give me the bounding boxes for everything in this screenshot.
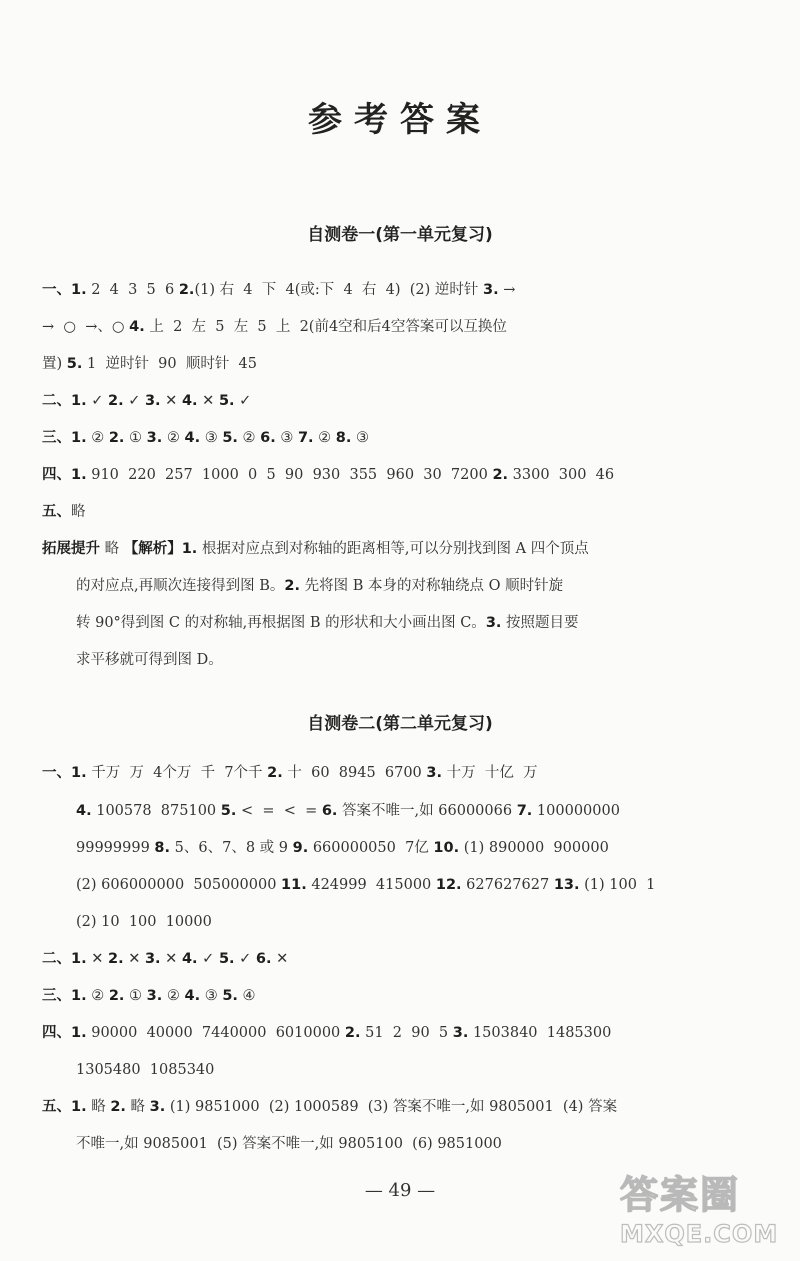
answer-text: 求平移就可得到图 D。 bbox=[76, 652, 223, 668]
question-number: 3. bbox=[426, 765, 443, 781]
section-2-title: 自测卷二(第二单元复习) bbox=[307, 714, 493, 734]
answer-text: ② bbox=[162, 430, 185, 446]
answer-line bbox=[42, 1022, 762, 1044]
question-number: 13. bbox=[553, 877, 580, 893]
answer-text: ④ bbox=[237, 988, 256, 1004]
answer-text: ✓ bbox=[234, 951, 256, 967]
question-number: 3. bbox=[146, 430, 163, 446]
question-number: 二、 bbox=[42, 393, 71, 409]
section-1-title: 自测卷一(第一单元复习) bbox=[307, 225, 493, 245]
question-number: 2. bbox=[344, 1025, 361, 1041]
answer-line bbox=[42, 948, 762, 970]
question-number: 8. bbox=[335, 430, 352, 446]
answer-text: 略 bbox=[71, 504, 86, 520]
question-number: 二、 bbox=[42, 951, 71, 967]
answer-text: 51 2 90 5 bbox=[360, 1025, 453, 1041]
question-number: 5. bbox=[220, 803, 237, 819]
answer-text: ✕ bbox=[160, 393, 182, 409]
question-number: 4. bbox=[129, 319, 145, 335]
answer-text: 略 bbox=[125, 1099, 150, 1115]
answer-text: 627627627 bbox=[461, 877, 554, 893]
answer-line bbox=[76, 575, 796, 597]
answer-text: 5、6、7、8 或 9 bbox=[170, 840, 293, 856]
question-number: 5. bbox=[66, 356, 83, 372]
question-number: 5. bbox=[222, 988, 238, 1004]
question-number: 2. bbox=[107, 951, 124, 967]
question-number: 1. bbox=[71, 951, 87, 967]
answer-text: ✓ bbox=[123, 393, 145, 409]
answer-text: 根据对应点到对称轴的距离相等,可以分别找到图 A 四个顶点 bbox=[197, 541, 589, 557]
question-number: 6. bbox=[321, 803, 338, 819]
answer-text: ② bbox=[313, 430, 336, 446]
answer-text: 千万 万 4个万 千 7个千 bbox=[86, 765, 268, 781]
question-number: 拓展提升 bbox=[42, 541, 100, 557]
answer-text: ① bbox=[124, 988, 147, 1004]
question-number: 3. bbox=[452, 1025, 469, 1041]
answer-text: ① bbox=[124, 430, 147, 446]
answer-text: ③ bbox=[275, 430, 298, 446]
answer-text: 2 4 3 5 6 bbox=[86, 282, 179, 298]
question-number: 5. bbox=[222, 430, 238, 446]
answer-text: → bbox=[498, 282, 516, 298]
answer-text: 十万 十亿 万 bbox=[442, 765, 538, 781]
question-number: 2. bbox=[107, 393, 124, 409]
answer-text: ② bbox=[86, 988, 109, 1004]
answer-text: → ○ →、○ bbox=[42, 319, 130, 335]
answer-line bbox=[42, 353, 762, 375]
answer-text: (1) 9851000 (2) 1000589 (3) 答案不唯一,如 9805001 (4) 答案 bbox=[165, 1099, 618, 1115]
question-number: 1. bbox=[71, 1025, 87, 1041]
question-number: 1. bbox=[71, 393, 87, 409]
question-number: 2. bbox=[492, 467, 509, 483]
answer-text: ② bbox=[86, 430, 109, 446]
answer-text: ✕ bbox=[160, 951, 182, 967]
answer-text: ✕ bbox=[271, 951, 289, 967]
question-number: 1. bbox=[71, 430, 87, 446]
question-number: 8. bbox=[154, 840, 171, 856]
question-number: 10. bbox=[433, 840, 460, 856]
answer-text: ③ bbox=[351, 430, 370, 446]
question-number: 6. bbox=[255, 951, 272, 967]
answer-line bbox=[42, 390, 762, 412]
answer-text: 1305480 1085340 bbox=[76, 1062, 215, 1078]
question-number: 四、 bbox=[42, 1025, 71, 1041]
question-number: 三、 bbox=[42, 430, 71, 446]
question-number: 2. bbox=[284, 578, 300, 594]
answer-text: 99999999 bbox=[76, 840, 155, 856]
answer-line bbox=[76, 837, 796, 859]
answer-text: ✓ bbox=[86, 393, 108, 409]
answer-text: ✓ bbox=[234, 393, 252, 409]
question-number: 2. bbox=[110, 1099, 126, 1115]
answer-text: 不唯一,如 9085001 (5) 答案不唯一,如 9805100 (6) 9851000 bbox=[76, 1136, 502, 1152]
question-number: 3. bbox=[144, 951, 161, 967]
answer-line bbox=[42, 316, 762, 338]
answer-text: ③ bbox=[200, 988, 223, 1004]
answer-line bbox=[76, 911, 796, 933]
answer-line bbox=[76, 1059, 796, 1081]
question-number: 2. bbox=[108, 988, 125, 1004]
question-number: 3. bbox=[146, 988, 163, 1004]
answer-text: ② bbox=[237, 430, 261, 446]
answer-text: ✓ bbox=[197, 951, 219, 967]
answer-text: ② bbox=[162, 988, 185, 1004]
question-number: 1. bbox=[71, 1099, 87, 1115]
question-number: 一、 bbox=[42, 765, 71, 781]
answer-text: ✕ bbox=[197, 393, 219, 409]
question-number: 一、 bbox=[42, 282, 71, 298]
question-number: 3. bbox=[482, 282, 499, 298]
answer-text: 略 bbox=[86, 1099, 111, 1115]
answer-line bbox=[76, 612, 796, 634]
question-number: 2. bbox=[178, 282, 195, 298]
watermark-top-text: 答案圈 bbox=[620, 1173, 741, 1217]
question-number: 四、 bbox=[42, 467, 71, 483]
answer-line bbox=[76, 1133, 796, 1155]
answer-line bbox=[42, 1096, 762, 1118]
answer-text: 置) bbox=[42, 356, 67, 372]
question-number: 12. bbox=[435, 877, 462, 893]
answer-text: 100000000 bbox=[532, 803, 620, 819]
answer-line bbox=[76, 649, 796, 671]
answer-text: 答案不唯一,如 66000066 bbox=[337, 803, 517, 819]
answer-text: (1) 890000 900000 bbox=[459, 840, 609, 856]
question-number: 11. bbox=[281, 877, 307, 893]
page-title: 参考答案 bbox=[308, 100, 492, 140]
answer-text: 3300 300 46 bbox=[508, 467, 615, 483]
answer-text: < = < = bbox=[236, 803, 322, 819]
question-number: 6. bbox=[260, 430, 276, 446]
question-number: 3. bbox=[149, 1099, 166, 1115]
question-number: 2. bbox=[108, 430, 125, 446]
question-number: 【解析】 bbox=[123, 541, 182, 557]
answer-text: (1) 100 1 bbox=[579, 877, 656, 893]
question-number: 4. bbox=[181, 951, 198, 967]
answer-text: 1 逆时针 90 顺时针 45 bbox=[82, 356, 257, 372]
answer-text: 先将图 B 本身的对称轴绕点 O 顺时针旋 bbox=[299, 578, 564, 594]
watermark-logo bbox=[600, 1158, 796, 1258]
question-number: 五、 bbox=[42, 504, 71, 520]
page-number: — 49 — bbox=[364, 1180, 436, 1201]
answer-text: ✕ bbox=[123, 951, 145, 967]
answer-text: 按照题目要 bbox=[501, 615, 579, 631]
answer-text: (1) 右 4 下 4(或:下 4 右 4) (2) 逆时针 bbox=[194, 282, 483, 298]
answer-text: 上 2 左 5 左 5 上 2(前4空和后4空答案可以互换位 bbox=[144, 319, 507, 335]
question-number: 4. bbox=[184, 430, 201, 446]
answer-text: 90000 40000 7440000 6010000 bbox=[86, 1025, 345, 1041]
answer-text: ③ bbox=[200, 430, 223, 446]
answer-line bbox=[42, 985, 762, 1007]
question-number: 五、 bbox=[42, 1099, 71, 1115]
answer-text: 1503840 1485300 bbox=[468, 1025, 612, 1041]
question-number: 1. bbox=[71, 467, 87, 483]
answer-text: 的对应点,再顺次连接得到图 B。 bbox=[76, 578, 285, 594]
answer-text: 略 bbox=[100, 541, 124, 557]
question-number: 3. bbox=[144, 393, 161, 409]
question-number: 5. bbox=[218, 951, 235, 967]
answer-line bbox=[76, 800, 796, 822]
question-number: 4. bbox=[181, 393, 198, 409]
answer-text: 910 220 257 1000 0 5 90 930 355 960 30 7200 bbox=[86, 467, 493, 483]
question-number: 1. bbox=[71, 765, 87, 781]
answer-text: 转 90°得到图 C 的对称轴,再根据图 B 的形状和大小画出图 C。 bbox=[76, 615, 486, 631]
answer-text: (2) 10 100 10000 bbox=[76, 914, 212, 930]
answer-line bbox=[42, 464, 762, 486]
answer-text: 424999 415000 bbox=[306, 877, 436, 893]
answer-text: (2) 606000000 505000000 bbox=[76, 877, 282, 893]
question-number: 4. bbox=[76, 803, 92, 819]
question-number: 5. bbox=[218, 393, 235, 409]
answer-text: ✕ bbox=[86, 951, 108, 967]
answer-line bbox=[76, 874, 796, 896]
question-number: 4. bbox=[184, 988, 201, 1004]
answer-text: 100578 875100 bbox=[91, 803, 221, 819]
question-number: 三、 bbox=[42, 988, 71, 1004]
question-number: 2. bbox=[267, 765, 283, 781]
question-number: 9. bbox=[292, 840, 309, 856]
answer-line bbox=[42, 279, 762, 301]
answer-line bbox=[42, 501, 762, 523]
answer-line bbox=[42, 762, 762, 784]
watermark-bottom-text: MXQE.COM bbox=[620, 1220, 779, 1248]
answer-line bbox=[42, 538, 762, 560]
question-number: 3. bbox=[485, 615, 502, 631]
question-number: 1. bbox=[71, 988, 87, 1004]
question-number: 7. bbox=[516, 803, 533, 819]
question-number: 1. bbox=[71, 282, 87, 298]
answer-text: 十 60 8945 6700 bbox=[282, 765, 427, 781]
question-number: 7. bbox=[297, 430, 314, 446]
question-number: 1. bbox=[181, 541, 198, 557]
answer-text: 660000050 7亿 bbox=[308, 840, 434, 856]
answer-line bbox=[42, 427, 762, 449]
